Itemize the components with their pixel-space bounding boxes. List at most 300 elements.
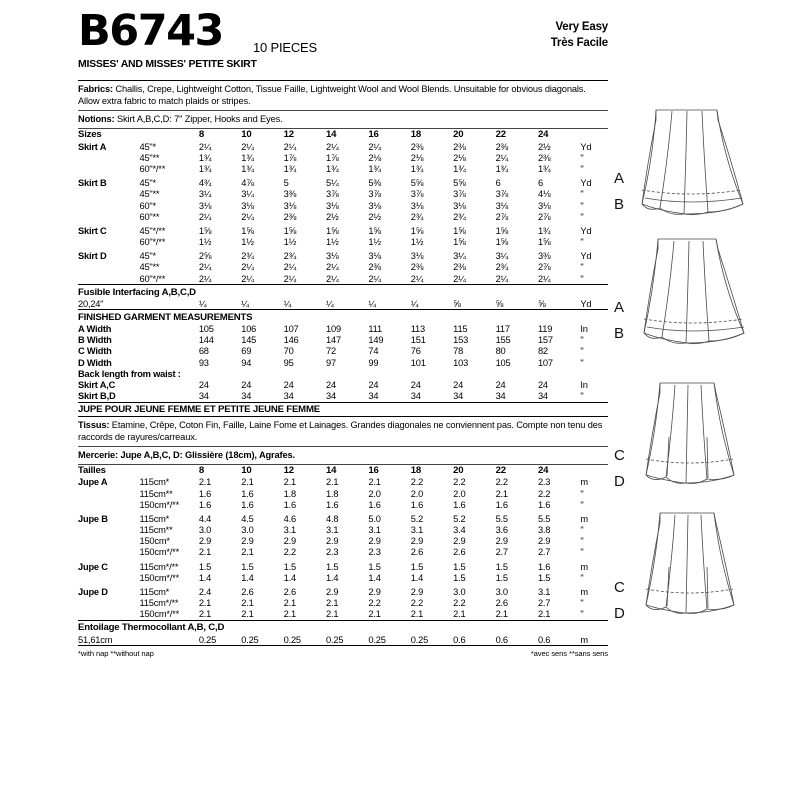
- table-row: [78, 499, 608, 510]
- size-header-cell: 8: [198, 465, 204, 477]
- yardage-cell: 1.6: [495, 499, 508, 510]
- group-label-cell: [78, 211, 139, 222]
- yardage-cell: 2¼: [326, 273, 339, 284]
- back-length-value-cell: 34: [283, 391, 294, 402]
- unit-cell: ": [580, 572, 584, 583]
- group-label-cell: Skirt C: [78, 225, 107, 236]
- measurement-label-cell: B Width: [78, 335, 112, 346]
- yardage-cell: 3.0: [198, 525, 212, 536]
- fabric-width-cell: 45"*: [139, 178, 156, 189]
- unit-cell: m: [580, 634, 588, 645]
- spacer-cell: [139, 298, 198, 309]
- table-row: [78, 335, 608, 346]
- table-row: [78, 488, 608, 499]
- size-header-cell: 20: [453, 129, 464, 141]
- table-row: [78, 572, 608, 583]
- yardage-cell: 5⅜: [368, 178, 381, 189]
- sizes-label: Sizes: [78, 129, 102, 141]
- size-header-cell: 16: [368, 129, 379, 141]
- yardage-cell: 3.1: [326, 525, 339, 536]
- table-row: [78, 561, 608, 572]
- measurement-value-cell: 99: [368, 357, 379, 368]
- yardage-cell: 2.6: [410, 547, 424, 558]
- yardage-cell: 2.6: [241, 587, 254, 597]
- back-length-value-cell: 34: [198, 391, 209, 402]
- table-row: [78, 178, 608, 189]
- yardage-cell: 2.1: [410, 609, 424, 620]
- interfacing-value-cell: 0.6: [495, 634, 508, 645]
- yardage-cell: 1⅝: [326, 225, 339, 236]
- fabric-width-cell: 45"**: [139, 189, 160, 200]
- fabric-width-cell: 150cm*/**: [139, 499, 180, 510]
- measurement-value-cell: 69: [241, 346, 252, 357]
- illustration-view-a-b-back: [612, 233, 800, 363]
- yardage-cell: 1.6: [410, 499, 424, 510]
- size-header-cell: 12: [283, 129, 294, 141]
- yardage-cell: 1⅝: [453, 237, 466, 248]
- measurement-value-cell: 95: [283, 357, 294, 368]
- yardage-cell: 2⅜: [410, 262, 424, 273]
- yardage-cell: 1⅞: [283, 152, 297, 163]
- yardage-cell: 3⅛: [368, 200, 381, 211]
- yardage-cell: 2.3: [368, 547, 381, 558]
- yardage-cell: 1¾: [326, 163, 339, 174]
- measurement-value-cell: 101: [410, 357, 426, 368]
- group-label-cell: [78, 488, 139, 499]
- fabrics-paragraph: [78, 81, 608, 110]
- yardage-cell: 2.2: [495, 477, 508, 488]
- skirt-cd-front-drawing: [612, 377, 800, 497]
- notions-text: Skirt A,B,C,D: 7" Zipper, Hooks and Eyes.: [116, 114, 283, 125]
- fabric-width-cell: 150cm*/**: [139, 609, 180, 620]
- footnote-english: *with nap **without nap: [78, 649, 154, 659]
- fabric-width-cell: 150cm*/**: [139, 547, 180, 558]
- yardage-cell: 2.1: [537, 609, 551, 620]
- table-row: [78, 547, 608, 558]
- yardage-cell: 5.5: [495, 513, 508, 524]
- yardage-cell: 3⅛: [326, 251, 339, 262]
- yardage-cell: 2¼: [537, 273, 551, 284]
- fabric-width-cell: 115cm*/**: [139, 561, 179, 572]
- yardage-cell: 3.6: [495, 525, 508, 536]
- unit-cell: Yd: [580, 141, 592, 152]
- figure-label-d: D: [614, 473, 625, 490]
- yardage-cell: 2.1: [283, 477, 296, 488]
- skirt-ab-front-drawing: [612, 108, 800, 233]
- back-length-value-cell: 24: [453, 379, 464, 390]
- unit-cell: ": [580, 346, 584, 357]
- yardage-cell: 2.9: [410, 587, 424, 597]
- yardage-cell: 2¼: [410, 273, 424, 284]
- yardage-cell: 2¼: [495, 152, 509, 163]
- size-header-cell: 8: [198, 129, 204, 141]
- yardage-cell: 2¼: [198, 273, 212, 284]
- yardage-cell: 3.0: [453, 587, 466, 597]
- back-length-value-cell: 24: [326, 379, 336, 390]
- yardage-cell: 2.9: [241, 536, 254, 547]
- fabric-width-cell: 45"**: [139, 152, 160, 163]
- yardage-cell: 1¾: [453, 163, 466, 174]
- yardage-cell: 1.6: [198, 488, 212, 499]
- yardage-cell: 1.4: [198, 572, 212, 583]
- yardage-cell: 2.1: [241, 598, 254, 609]
- unit-cell: ": [580, 525, 584, 536]
- figure-label-a: A: [614, 170, 625, 187]
- interfacing-value-cell: ¼: [368, 298, 376, 309]
- unit-cell: ": [580, 152, 584, 163]
- yardage-cell: 3.0: [495, 587, 508, 597]
- yardage-cell: 1.5: [495, 561, 508, 572]
- yardage-cell: 2⅜: [410, 141, 424, 152]
- garment-title-english: MISSES' AND MISSES' PETITE SKIRT: [78, 58, 257, 70]
- spacer-cell: [139, 465, 198, 477]
- fabric-width-cell: 45"*: [139, 251, 156, 262]
- measurement-label-cell: C Width: [78, 346, 112, 357]
- yardage-cell: 2.6: [283, 587, 296, 597]
- yardage-cell: 3⅛: [326, 200, 339, 211]
- yardage-cell: 1⅝: [368, 225, 381, 236]
- yardage-cell: 2.1: [283, 598, 296, 609]
- yardage-cell: 2¼: [198, 141, 212, 152]
- yardage-cell: 2.4: [198, 587, 212, 597]
- yardage-cell: 1.6: [453, 499, 466, 510]
- yardage-cell: 3.1: [410, 525, 424, 536]
- skirt-ab-back-drawing: [612, 233, 800, 363]
- unit-cell: Yd: [580, 251, 592, 262]
- yardage-cell: 1⅝: [537, 237, 551, 248]
- yardage-cell: 1.4: [241, 572, 254, 583]
- interfacing-value-cell: ¼: [241, 298, 249, 309]
- yardage-cell: 6: [537, 178, 543, 189]
- fabric-width-cell: 60"*/**: [139, 273, 166, 284]
- interfacing-value-cell: ⅝: [495, 298, 504, 309]
- entoilage-title: Entoilage Thermocollant A,B, C,D: [78, 622, 225, 634]
- yardage-cell: 2¼: [368, 141, 381, 152]
- yardage-cell: 2.3: [537, 477, 551, 488]
- unit-cell: ": [580, 262, 584, 273]
- interfacing-table: [78, 298, 608, 309]
- measurement-value-cell: 153: [453, 335, 469, 346]
- yardage-cell: 2.0: [368, 488, 381, 499]
- group-label-cell: [78, 536, 139, 547]
- table-row: [78, 152, 608, 163]
- yardage-cell: 1.4: [368, 572, 381, 583]
- fabrics-label: Fabrics:: [78, 84, 113, 94]
- interfacing-width-cell: 20,24": [78, 298, 104, 309]
- yardage-cell: 1.5: [495, 572, 508, 583]
- yardage-cell: 2.9: [368, 587, 381, 597]
- measurement-value-cell: 105: [198, 324, 214, 335]
- interfacing-value-cell: ⅝: [537, 298, 546, 309]
- yardage-cell: 2.9: [537, 536, 551, 547]
- yardage-cell: 3.1: [283, 525, 296, 536]
- table-row: [78, 141, 608, 152]
- group-label-cell: [78, 163, 139, 174]
- unit-cell: [580, 465, 608, 477]
- table-row: [78, 634, 608, 645]
- yardage-cell: 1.8: [326, 488, 339, 499]
- interfacing-title: Fusible Interfacing A,B,C,D: [78, 286, 196, 298]
- unit-cell: ": [580, 609, 584, 620]
- yardage-cell: 3⅞: [326, 189, 339, 200]
- yardage-cell: 1⅝: [495, 237, 509, 248]
- yardage-cell: 2⅛: [410, 152, 424, 163]
- fabrics-text: Challis, Crepe, Lightweight Cotton, Tissue Faille, Lightweight Wool and Wool Blends. Unsuitable for obvious diagonals. Allow extra fabric to match plaids or stripes.: [78, 84, 586, 107]
- measurement-value-cell: 74: [368, 346, 379, 357]
- yardage-cell: 1.4: [283, 572, 296, 583]
- yardage-cell: 2.9: [326, 536, 339, 547]
- yardage-cell: 1½: [368, 237, 381, 248]
- yardage-cell: 3¼: [453, 251, 466, 262]
- yardage-cell: 1.5: [198, 561, 212, 572]
- yardage-cell: 1.6: [326, 499, 339, 510]
- measurement-label-cell: D Width: [78, 357, 112, 368]
- header: [78, 6, 608, 74]
- back-length-label-cell: Skirt B,D: [78, 391, 116, 402]
- yardage-cell: 2.7: [537, 547, 551, 558]
- size-header-cell: 24: [537, 129, 549, 141]
- fabric-width-cell: 150cm*: [139, 536, 170, 547]
- yardage-cell: 1.5: [410, 561, 424, 572]
- yardage-cell: 3⅞: [495, 189, 509, 200]
- yardage-cell: 2.2: [283, 547, 296, 558]
- interfacing-value-cell: ¼: [198, 298, 207, 309]
- yardage-cell: 2¼: [198, 262, 212, 273]
- yardage-cell: 3⅛: [410, 251, 424, 262]
- figure-label-a: A: [614, 299, 625, 316]
- yardage-cell: 2⅝: [198, 251, 212, 262]
- fabric-width-cell: 45"**: [139, 262, 160, 273]
- yardage-cell: 1¾: [198, 152, 212, 163]
- tissus-text: Etamine, Crêpe, Coton Fin, Faille, Laine Fome et Lainages. Grandes diagonales ne conviennent pas. Compte non tenu des raccords de rayures/carreaux.: [78, 419, 603, 442]
- fabric-width-cell: 115cm*: [139, 513, 170, 524]
- yardage-cell: 3⅜: [537, 251, 551, 262]
- measurement-value-cell: 119: [537, 324, 553, 335]
- yardage-cell: 2¼: [241, 262, 254, 273]
- yardage-cell: 2⅞: [495, 211, 509, 222]
- yardage-cell: 2¼: [241, 273, 254, 284]
- yardage-cell: 2.9: [283, 536, 296, 547]
- measurement-value-cell: 157: [537, 335, 553, 346]
- yardage-cell: 5⅝: [410, 178, 424, 189]
- fabric-width-cell: 115cm*/**: [139, 598, 179, 609]
- measurement-value-cell: 103: [453, 357, 469, 368]
- table-row: [78, 524, 608, 535]
- back-length-title-row: [78, 368, 608, 379]
- yardage-cell: 3.0: [241, 525, 254, 536]
- yardage-cell: 2.9: [453, 536, 466, 547]
- yardage-cell: 1.5: [537, 572, 551, 583]
- yardage-cell: 2⅛: [453, 152, 466, 163]
- yardage-cell: 4⅞: [241, 178, 254, 189]
- group-label-cell: [78, 273, 139, 284]
- yardage-cell: 2¼: [368, 273, 381, 284]
- back-length-value-cell: 34: [241, 391, 252, 402]
- back-length-value-cell: 24: [495, 379, 506, 390]
- table-row: [78, 598, 608, 609]
- yardage-cell: 4.8: [326, 513, 339, 524]
- back-length-title: Back length from waist :: [78, 368, 181, 379]
- measurement-value-cell: 144: [198, 335, 214, 346]
- measurement-value-cell: 78: [453, 346, 464, 357]
- yardage-cell: 1.5: [453, 561, 466, 572]
- yardage-cell: 2.1: [198, 598, 212, 609]
- back-length-label-cell: Skirt A,C: [78, 379, 116, 390]
- yardage-cell: 2¼: [198, 211, 212, 222]
- yardage-cell: 2.9: [368, 536, 381, 547]
- size-header-cell: 20: [453, 465, 464, 477]
- yardage-cell: 3⅛: [495, 200, 509, 211]
- mercerie-paragraph: [78, 447, 608, 464]
- interfacing-value-cell: 0.25: [283, 634, 301, 645]
- group-label-cell: Jupe B: [78, 513, 108, 524]
- yardage-cell: 1½: [326, 237, 339, 248]
- yardage-cell: 3.8: [537, 525, 551, 536]
- interfacing-value-cell: ¼: [410, 298, 419, 309]
- yardage-cell: 1¾: [537, 163, 551, 174]
- size-header-cell: 14: [326, 129, 337, 141]
- group-label-cell: Skirt B: [78, 178, 107, 189]
- group-label-cell: [78, 200, 139, 211]
- yardage-cell: 2¼: [241, 211, 254, 222]
- unit-cell: Yd: [580, 225, 592, 236]
- back-length-value-cell: 34: [537, 391, 548, 402]
- yardage-cell: 2.1: [326, 598, 339, 609]
- size-header-cell: 14: [326, 465, 337, 477]
- mercerie-label: Mercerie:: [78, 449, 118, 460]
- measurement-value-cell: 82: [537, 346, 548, 357]
- yardage-cell: 2⅜: [495, 141, 509, 152]
- unit-cell: ": [580, 499, 584, 510]
- yardage-cell: 4⅛: [537, 189, 551, 200]
- table-row: [78, 225, 608, 236]
- fabric-width-cell: 45"*: [139, 141, 156, 152]
- measurement-value-cell: 80: [495, 346, 506, 357]
- yardage-cell: 2¼: [326, 262, 339, 273]
- unit-cell: ": [580, 335, 584, 346]
- spacer-cell: [139, 634, 198, 645]
- yardage-cell: 2¼: [326, 141, 339, 152]
- unit-cell: m: [580, 477, 588, 488]
- interfacing-value-cell: 0.25: [241, 634, 259, 645]
- yardage-cell: 1⅝: [453, 225, 466, 236]
- yardage-cell: 1⅝: [410, 225, 424, 236]
- interfacing-value-cell: ¼: [326, 298, 334, 309]
- yardage-cell: 2.7: [537, 598, 551, 609]
- yardage-cell: 1.6: [198, 499, 212, 510]
- back-length-value-cell: 24: [198, 379, 209, 390]
- group-label-cell: [78, 189, 139, 200]
- measurement-value-cell: 70: [283, 346, 294, 357]
- table-row: [78, 262, 608, 273]
- yardage-cell: 2.6: [453, 547, 466, 558]
- back-length-value-cell: 34: [453, 391, 464, 402]
- measurement-value-cell: 94: [241, 357, 252, 368]
- size-header-cell: 22: [495, 129, 506, 141]
- group-label-cell: Jupe D: [78, 587, 108, 597]
- table-row: [78, 513, 608, 524]
- fabric-width-cell: 115cm*: [139, 477, 170, 488]
- size-header-cell: 16: [368, 465, 379, 477]
- table-row: [78, 189, 608, 200]
- yardage-cell: 1.6: [368, 499, 381, 510]
- group-label-cell: Jupe A: [78, 477, 108, 488]
- size-header-row: [78, 465, 608, 477]
- figure-label-d: D: [614, 605, 625, 622]
- english-yardage-table: [78, 129, 608, 284]
- yardage-cell: 3⅛: [283, 200, 297, 211]
- yardage-cell: 1.5: [368, 561, 381, 572]
- yardage-cell: 2¾: [495, 262, 509, 273]
- group-label-cell: [78, 547, 139, 558]
- measurement-value-cell: 147: [326, 335, 341, 346]
- unit-cell: In: [580, 324, 588, 335]
- mercerie-text: Jupe A,B,C, D: Glissière (18cm), Agrafes.: [120, 449, 295, 460]
- fabric-width-cell: 60"*: [139, 200, 156, 211]
- footnotes: [78, 646, 608, 658]
- unit-cell: ": [580, 536, 584, 547]
- measurement-value-cell: 117: [495, 324, 510, 335]
- table-row: [78, 609, 608, 620]
- yardage-cell: 2.1: [241, 547, 254, 558]
- yardage-cell: 1.5: [241, 561, 254, 572]
- yardage-cell: 4.4: [198, 513, 212, 524]
- back-length-value-cell: 34: [410, 391, 421, 402]
- table-row: [78, 379, 608, 390]
- yardage-cell: 1¾: [241, 163, 254, 174]
- yardage-cell: 2¾: [241, 251, 254, 262]
- yardage-cell: 3⅛: [410, 200, 424, 211]
- figure-label-c: C: [614, 447, 625, 464]
- size-header-cell: 12: [283, 465, 294, 477]
- entoilage-table: [78, 634, 608, 645]
- group-label-cell: [78, 236, 139, 247]
- yardage-cell: 2.1: [241, 477, 254, 488]
- yardage-cell: 2.1: [198, 609, 212, 620]
- yardage-cell: 2.1: [495, 488, 508, 499]
- yardage-cell: 1.4: [326, 572, 339, 583]
- yardage-cell: 2.0: [410, 488, 424, 499]
- unit-cell: Yd: [580, 178, 592, 189]
- measurement-value-cell: 115: [453, 324, 468, 335]
- group-label-cell: [78, 572, 139, 583]
- measurement-value-cell: 151: [410, 335, 426, 346]
- yardage-cell: 2⅜: [453, 262, 466, 273]
- yardage-cell: 1.6: [537, 499, 551, 510]
- yardage-cell: 3⅛: [537, 200, 551, 211]
- fabric-width-cell: 60"*/**: [139, 163, 166, 174]
- yardage-cell: 1.6: [241, 488, 254, 499]
- yardage-cell: 3⅛: [241, 200, 254, 211]
- measurement-value-cell: 155: [495, 335, 511, 346]
- yardage-cell: 5.5: [537, 513, 551, 524]
- unit-cell: ": [580, 273, 584, 284]
- yardage-cell: 4.5: [241, 513, 254, 524]
- notions-paragraph: [78, 111, 608, 128]
- unit-cell: m: [580, 587, 588, 597]
- interfacing-value-cell: ⅝: [453, 298, 461, 309]
- yardage-cell: 2¾: [410, 211, 424, 222]
- yardage-cell: 2.1: [495, 609, 508, 620]
- yardage-cell: 2.6: [495, 598, 508, 609]
- yardage-cell: 3⅞: [368, 189, 381, 200]
- specification-tables: [78, 80, 608, 658]
- yardage-cell: 3⅞: [410, 189, 424, 200]
- back-length-value-cell: 24: [241, 379, 252, 390]
- yardage-cell: 2¼: [241, 141, 254, 152]
- back-length-value-cell: 34: [368, 391, 379, 402]
- yardage-cell: 2⅜: [537, 152, 551, 163]
